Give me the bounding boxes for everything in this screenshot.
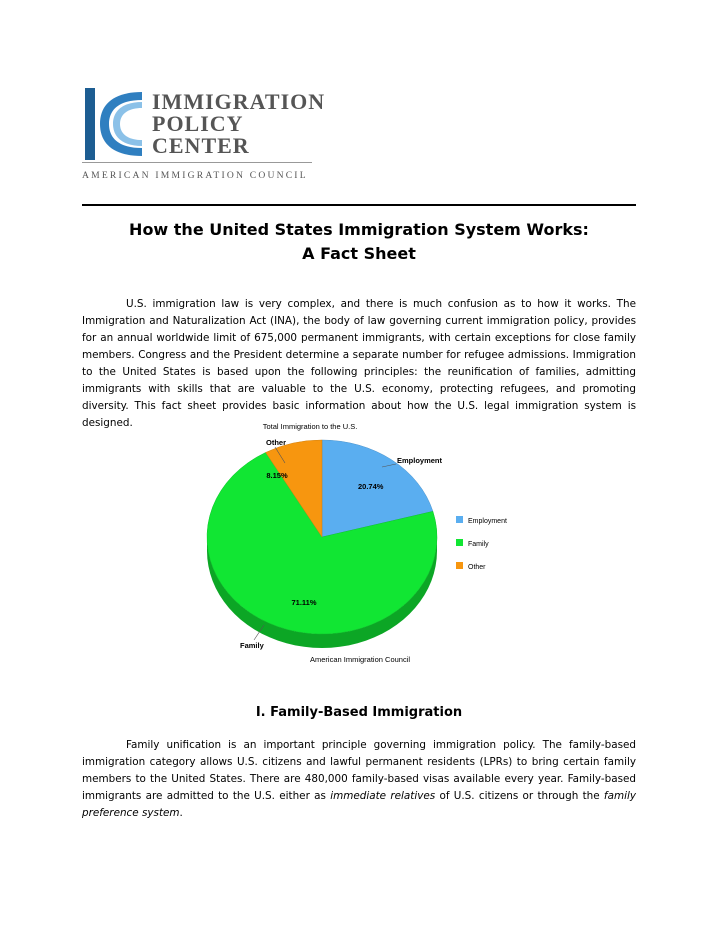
immigration-policy-center-logo (82, 84, 326, 184)
family-text-b: of U.S. citizens or through the (435, 790, 604, 802)
logo-mark (82, 88, 144, 160)
chart-title: Total Immigration to the U.S. (262, 422, 358, 431)
callout-label-family: Family (240, 641, 264, 650)
data-label-employment: 20.74% (358, 482, 384, 491)
data-label-other: 8.15% (266, 471, 288, 480)
family-text-a: Family unification is an important principle governing immigration policy. The family-based immigration category allows U.S. citizens and lawful permanent residents (LPRs) to bring certain family members to the United States. There are 480,000 family-based visas available every year. Family-based immigrants are admitted to the U.S. either as (82, 739, 636, 802)
family-text-c: . (179, 807, 183, 819)
intro-paragraph (82, 296, 636, 432)
document-title (82, 218, 636, 266)
logo-divider (82, 162, 312, 163)
callout-label-other: Other (266, 438, 287, 447)
legend-swatch-employment (456, 516, 463, 523)
title-line-1: How the United States Immigration System Works: (129, 220, 589, 239)
legend-swatch-family (456, 539, 463, 546)
chart-legend (456, 516, 507, 571)
chart-source: American Immigration Council (310, 655, 411, 664)
legend-label-family: Family (468, 541, 489, 548)
family-em-preference-system: family preference system (82, 790, 636, 819)
section-heading-family: I. Family-Based Immigration (255, 705, 463, 720)
logo-line-1: IMMIGRATION (152, 89, 326, 114)
callout-label-employment: Employment (397, 456, 443, 465)
header-rule (82, 204, 636, 206)
legend-label-other: Other (468, 564, 486, 571)
logo-wordmark (152, 91, 325, 157)
legend-label-employment: Employment (468, 518, 507, 525)
intro-text: U.S. immigration law is very complex, and there is much confusion as to how it works. The Immigration and Naturalization Act (INA), the body of law governing current immigration policy, provides for an annual worldwide limit of 675,000 permanent immigrants, with certain exceptions for close family members. Congress and the President determine a separate number for refugee admissions. Immigration to the United States is based upon the following principles: the reunification of families, admitting immigrants with skills that are valuable to the U.S. economy, protecting refugees, and promoting diversity. This fact sheet provides basic information about how the U.S. legal immigration system is designed. (82, 298, 636, 429)
data-label-family: 71.11% (291, 598, 317, 607)
logo-council-name: AMERICAN IMMIGRATION COUNCIL (82, 170, 308, 181)
logo-line-2: POLICY (152, 111, 244, 136)
legend-swatch-other (456, 562, 463, 569)
family-paragraph (82, 737, 636, 822)
pie-slices (207, 440, 437, 648)
logo-line-3: CENTER (152, 133, 250, 158)
family-em-immediate-relatives: immediate relatives (330, 790, 436, 802)
title-line-2: A Fact Sheet (302, 244, 416, 263)
pie-chart (200, 415, 530, 670)
